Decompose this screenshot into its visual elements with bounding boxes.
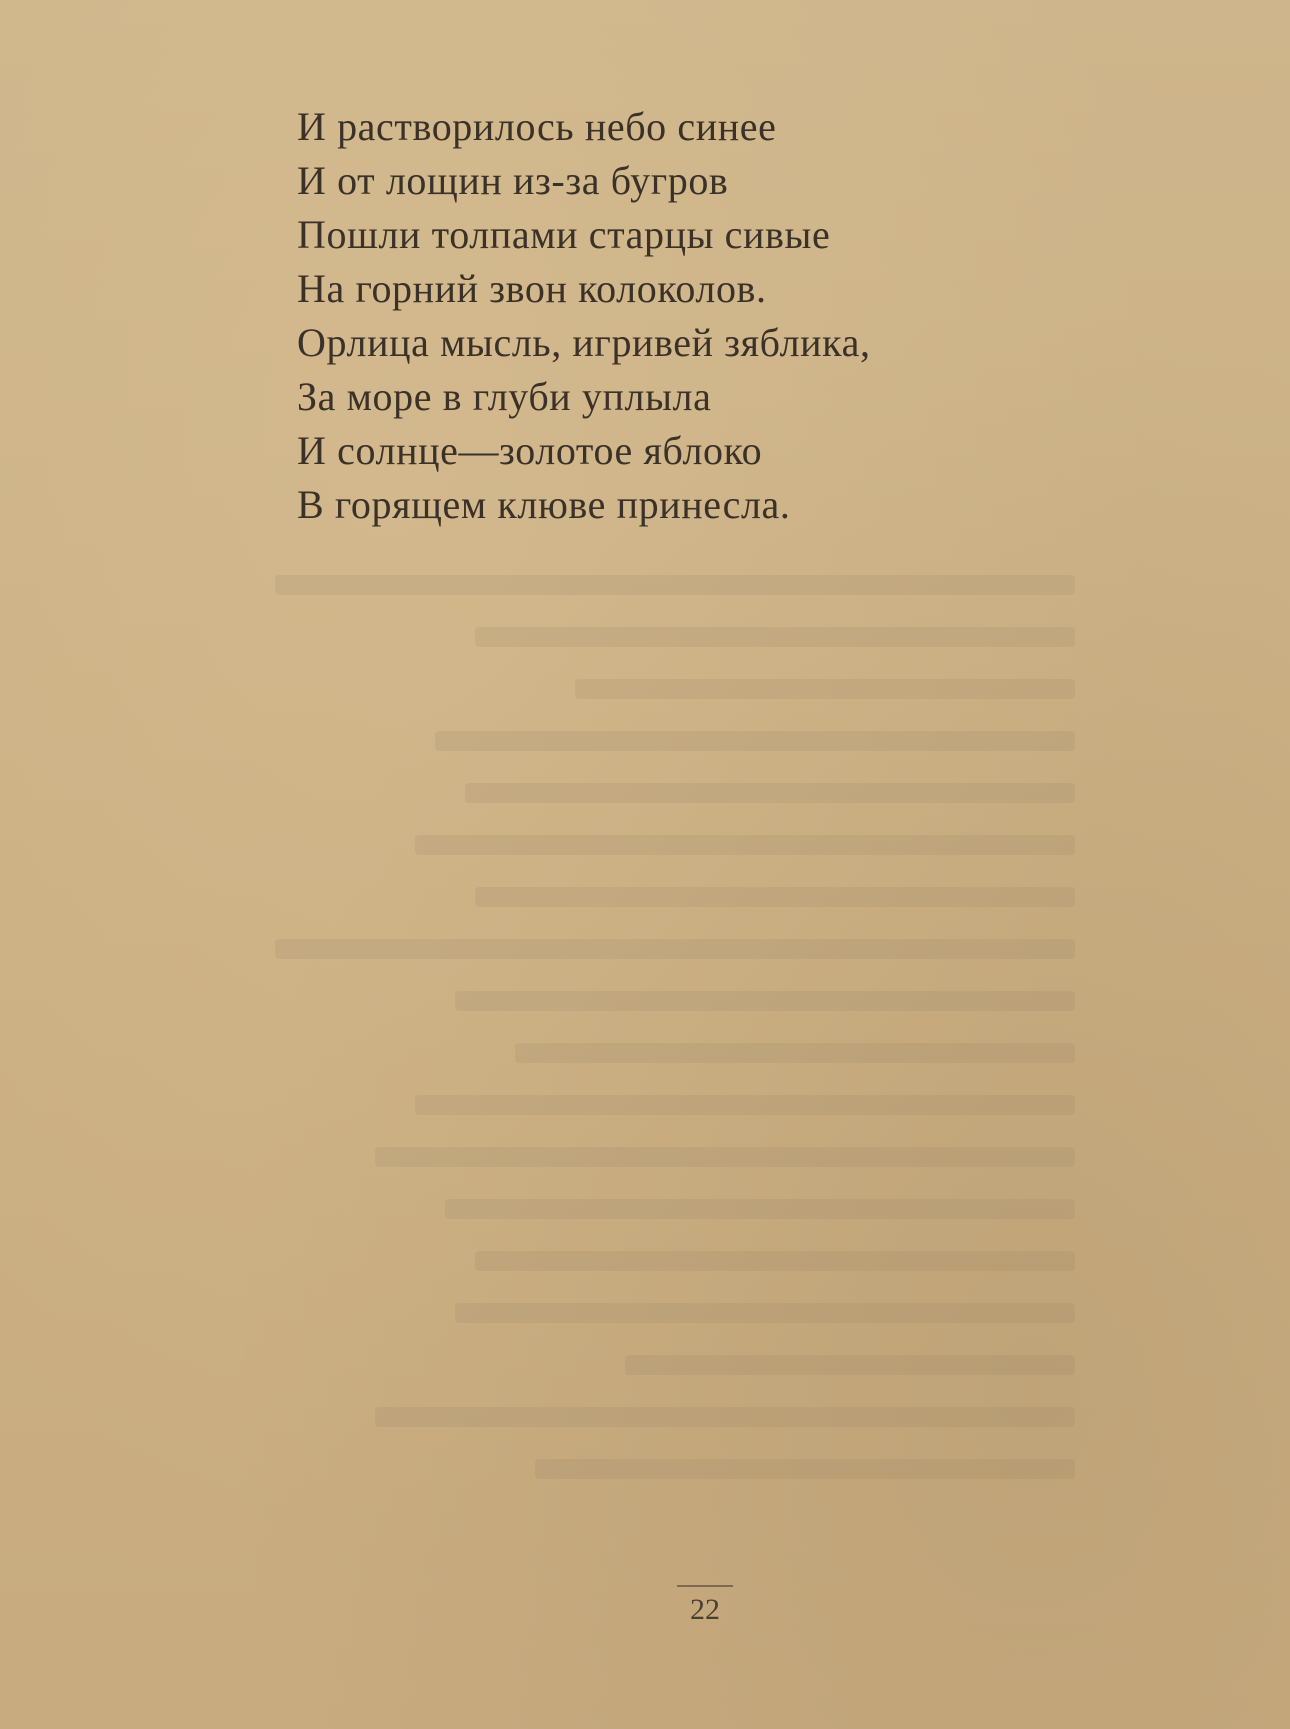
reverse-side-bleed-through	[285, 575, 1075, 1515]
poem-line: За море в глуби уплыла	[297, 374, 712, 419]
bleed-line	[575, 679, 1075, 699]
bleed-line	[375, 1147, 1075, 1167]
poem-line: В горящем клюве принесла.	[297, 482, 791, 527]
bleed-line	[375, 1407, 1075, 1427]
poem-line: И от лощин из-за бугров	[297, 158, 729, 203]
bleed-line	[475, 887, 1075, 907]
bleed-line	[475, 627, 1075, 647]
poem-line: Орлица мысль, игривей зяблика,	[297, 320, 871, 365]
bleed-line	[435, 731, 1075, 751]
bleed-line	[455, 1303, 1075, 1323]
bleed-line	[455, 991, 1075, 1011]
bleed-line	[445, 1199, 1075, 1219]
bleed-line	[625, 1355, 1075, 1375]
poem-line: Пошли толпами старцы сивые	[297, 212, 831, 257]
folio-rule	[677, 1585, 733, 1587]
bleed-line	[415, 835, 1075, 855]
poem-line: И солнце—золотое яблоко	[297, 428, 763, 473]
poem-line: И растворилось небо синее	[297, 104, 777, 149]
bleed-line	[475, 1251, 1075, 1271]
bleed-line	[535, 1459, 1075, 1479]
poem-stanza	[297, 100, 871, 532]
bleed-line	[515, 1043, 1075, 1063]
page-folio	[670, 1585, 740, 1627]
bleed-line	[465, 783, 1075, 803]
bleed-line	[415, 1095, 1075, 1115]
page-number: 22	[690, 1593, 720, 1626]
poem-line: На горний звон колоколов.	[297, 266, 767, 311]
bleed-line	[275, 939, 1075, 959]
bleed-line	[275, 575, 1075, 595]
